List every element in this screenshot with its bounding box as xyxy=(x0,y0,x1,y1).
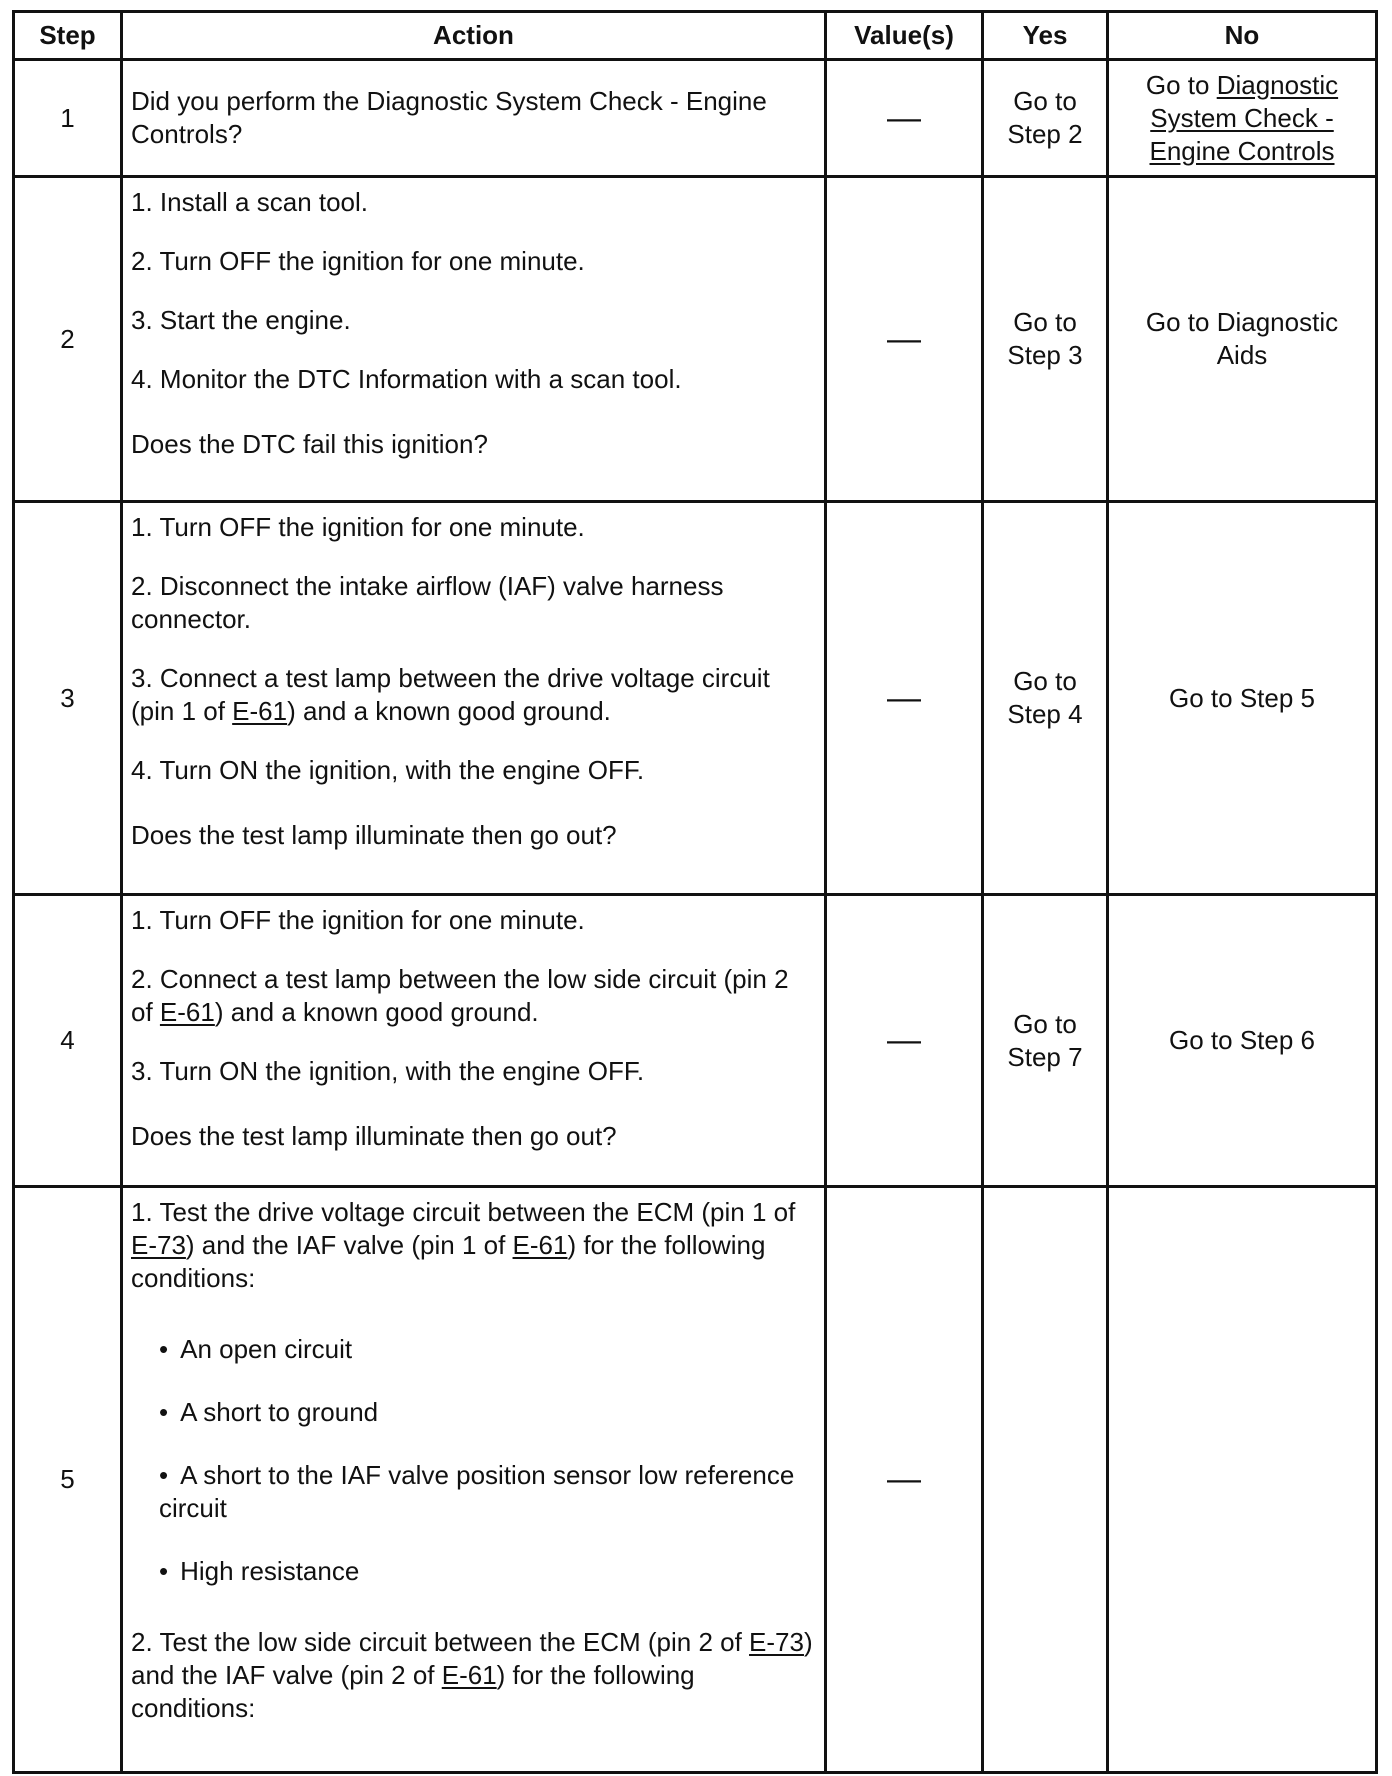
action-text: 2. Test the low side circuit between the ECM (pin 2 of xyxy=(131,1627,750,1657)
table-header-row xyxy=(14,12,1377,60)
diagnostic-table-page xyxy=(12,10,1375,1766)
action-text: ) and a known good ground. xyxy=(287,696,611,726)
action-text: ) and the IAF valve (pin 2 of xyxy=(131,1627,813,1690)
header-action: Action xyxy=(122,12,826,60)
bullet-item xyxy=(131,1333,816,1366)
value-cell: — xyxy=(826,895,983,1187)
action-text: Did you perform the Diagnostic System Check - Engine Controls? xyxy=(131,86,767,149)
bullet-text: A short to ground xyxy=(180,1397,379,1427)
action-cell xyxy=(122,60,826,177)
step-number: 4 xyxy=(14,895,122,1187)
connector-link-e73[interactable]: E-73 xyxy=(749,1627,804,1657)
bullet-item xyxy=(131,1459,816,1525)
action-text: 2. Connect a test lamp between the low side circuit (pin 2 of xyxy=(131,964,789,1027)
action-line xyxy=(131,963,816,1029)
value-cell: — xyxy=(826,502,983,895)
yes-text: Go to Step 7 xyxy=(1007,1008,1083,1072)
diagnostic-table xyxy=(12,10,1378,1774)
connector-link-e61[interactable]: E-61 xyxy=(441,1660,497,1690)
action-question: Does the test lamp illuminate then go out? xyxy=(131,820,617,850)
yes-text: Go to Step 3 xyxy=(1007,307,1083,370)
action-line: 3. Start the engine. xyxy=(131,305,351,335)
action-text: ) for the following conditions: xyxy=(131,1660,695,1723)
action-line: 2. Disconnect the intake airflow (IAF) valve harness connector. xyxy=(131,571,724,634)
action-question: Does the test lamp illuminate then go out? xyxy=(131,1121,617,1151)
step-number: 2 xyxy=(14,177,122,502)
yes-cell xyxy=(983,502,1108,895)
no-cell xyxy=(1108,177,1377,502)
action-line: 4. Turn ON the ignition, with the engine OFF. xyxy=(131,755,645,785)
action-text: 3. Connect a test lamp between the drive voltage circuit (pin 1 of xyxy=(131,663,770,726)
connector-link-e73[interactable]: E-73 xyxy=(131,1230,186,1260)
bullet-text: An open circuit xyxy=(180,1334,353,1364)
action-line: 1. Turn OFF the ignition for one minute. xyxy=(131,512,585,542)
action-text: 1. Test the drive voltage circuit between the ECM (pin 1 of xyxy=(131,1197,796,1227)
no-cell xyxy=(1108,1187,1377,1773)
action-line xyxy=(131,662,816,728)
action-question: Does the DTC fail this ignition? xyxy=(131,429,488,459)
action-text: ) and the IAF valve (pin 1 of xyxy=(185,1230,513,1260)
action-cell xyxy=(122,177,826,502)
bullet-icon: • xyxy=(159,1397,169,1427)
table-row xyxy=(14,895,1377,1187)
table-row xyxy=(14,1187,1377,1773)
value-cell: — xyxy=(826,60,983,177)
table-row xyxy=(14,502,1377,895)
step-number: 1 xyxy=(14,60,122,177)
step-number: 5 xyxy=(14,1187,122,1773)
table-row xyxy=(14,60,1377,177)
no-cell: Go to Step 5 xyxy=(1108,502,1377,895)
yes-text: Go to Step 4 xyxy=(1007,666,1083,729)
bullet-item xyxy=(131,1396,816,1429)
action-line xyxy=(131,1626,816,1725)
connector-link-e61[interactable]: E-61 xyxy=(512,1230,568,1260)
action-line xyxy=(131,1196,816,1295)
bullet-icon: • xyxy=(159,1334,169,1364)
no-prefix: Go to xyxy=(1145,69,1217,100)
value-cell: — xyxy=(826,177,983,502)
no-text: Go to Diagnostic Aids xyxy=(1145,307,1339,370)
value-cell: — xyxy=(826,1187,983,1773)
action-cell xyxy=(122,1187,826,1773)
action-line: 1. Install a scan tool. xyxy=(131,187,369,217)
bullet-item xyxy=(131,1555,816,1588)
no-cell xyxy=(1108,60,1377,177)
yes-cell xyxy=(983,895,1108,1187)
connector-link-e61[interactable]: E-61 xyxy=(232,696,288,726)
table-row xyxy=(14,177,1377,502)
action-cell xyxy=(122,895,826,1187)
no-cell: Go to Step 6 xyxy=(1108,895,1377,1187)
diagnostic-system-check-link[interactable]: Diagnostic System Check - Engine Controls xyxy=(1149,69,1339,166)
action-line: 3. Turn ON the ignition, with the engine OFF. xyxy=(131,1056,645,1086)
bullet-text: High resistance xyxy=(180,1556,360,1586)
yes-cell xyxy=(983,177,1108,502)
yes-cell xyxy=(983,1187,1108,1773)
yes-cell xyxy=(983,60,1108,177)
action-line: 2. Turn OFF the ignition for one minute. xyxy=(131,246,585,276)
header-values: Value(s) xyxy=(826,12,983,60)
action-line: 1. Turn OFF the ignition for one minute. xyxy=(131,905,585,935)
action-text: ) and a known good ground. xyxy=(214,997,539,1027)
bullet-icon: • xyxy=(159,1460,169,1490)
connector-link-e61[interactable]: E-61 xyxy=(159,997,215,1027)
bullet-text: A short to the IAF valve position sensor low reference circuit xyxy=(159,1460,795,1523)
header-yes: Yes xyxy=(983,12,1108,60)
action-text: ) for the following conditions: xyxy=(131,1230,766,1293)
action-line: 4. Monitor the DTC Information with a scan tool. xyxy=(131,364,682,394)
yes-text: Go to Step 2 xyxy=(1007,86,1083,149)
step-number: 3 xyxy=(14,502,122,895)
header-no: No xyxy=(1108,12,1377,60)
bullet-icon: • xyxy=(159,1556,169,1586)
action-cell xyxy=(122,502,826,895)
header-step: Step xyxy=(14,12,122,60)
